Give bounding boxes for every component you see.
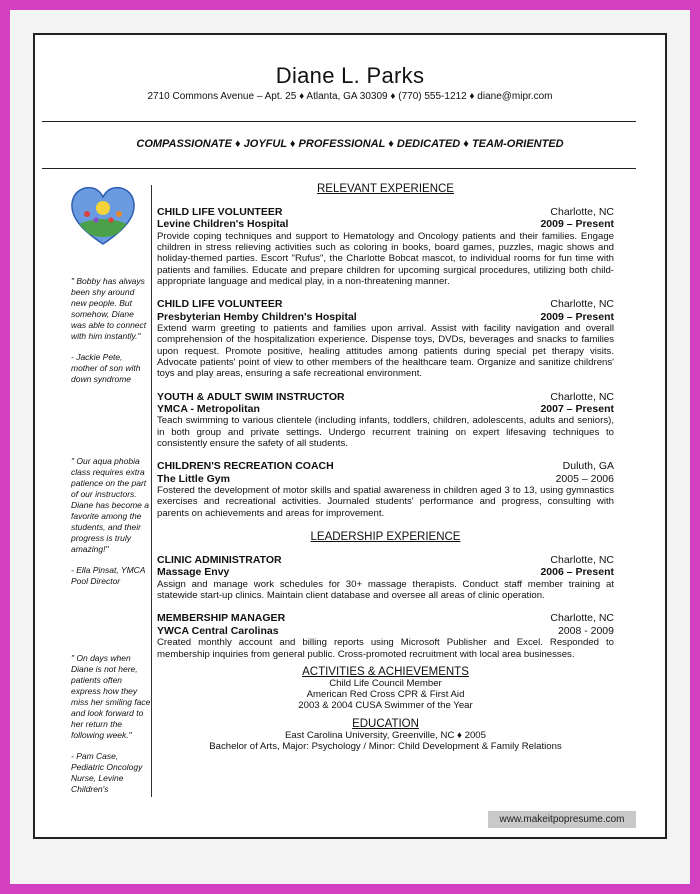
job-description: Created monthly account and billing reports using Microsoft Publisher and Excel. Responded to membership inquiries from general public. Cross-promoted recruitment with local area businesses. xyxy=(157,637,614,660)
job-org: Presbyterian Hemby Children's Hospital xyxy=(157,310,357,323)
testimonial-1 xyxy=(71,276,151,385)
job-title: YOUTH & ADULT SWIM INSTRUCTOR xyxy=(157,390,345,403)
job-location: Charlotte, NC xyxy=(550,554,614,566)
job-description: Fostered the development of motor skills and spatial awareness in children aged 3 to 13, using gymnastics exercises and recreational activities. Journaled students' performance and progress, consulting with parents on achievements and areas for improvement. xyxy=(157,485,614,519)
testimonial-author: - Jackie Pete, mother of son with down syndrome xyxy=(71,352,141,384)
leadership-heading: LEADERSHIP EXPERIENCE xyxy=(310,531,461,543)
job-title: CHILDREN'S RECREATION COACH xyxy=(157,460,334,473)
list-item: East Carolina University, Greenville, NC ♦ 2005 xyxy=(285,729,486,741)
job-dates: 2007 – Present xyxy=(540,403,614,415)
list-item: American Red Cross CPR & First Aid xyxy=(306,689,465,701)
job-entry xyxy=(157,391,614,450)
testimonial-quote: " On days when Diane is not here, patients often express how they miss her smiling face and look forward to her return the following week." xyxy=(71,653,151,740)
job-description: Assign and manage work schedules for 30+ massage therapists. Conduct staff member training at statewide start-up clinics. Maintain client database and oversee all areas of clinic operation. xyxy=(157,578,614,602)
heart-logo-icon xyxy=(69,184,137,248)
job-title: CHILD LIFE VOLUNTEER xyxy=(157,206,283,218)
job-dates: 2008 - 2009 xyxy=(557,624,614,637)
job-org: Massage Envy xyxy=(157,566,230,579)
testimonial-author: - Ella Pinsat, YMCA Pool Director xyxy=(71,565,146,586)
testimonial-quote: " Bobby has always been shy around new people. But somehow, Diane was able to connect with him instantly." xyxy=(71,276,147,341)
education-heading: EDUCATION xyxy=(352,717,419,730)
job-entry xyxy=(157,298,614,379)
applicant-name: Diane L. Parks xyxy=(275,63,425,88)
testimonial-3 xyxy=(71,653,151,795)
job-description: Extend warm greeting to patients and families upon arrival. Assist with facility navigation and overall comprehension of the hospitalization experience. Dispense toys, DVDs, beverages and snacks to families upon request. Promote positive, healing attitudes among patients during special pet therapy visits. Advocate patients' point of view to other members of the healthcare team. Organize and sanitize childrens' toys and play areas, ensuring a safe recreational environment. xyxy=(157,323,614,380)
job-dates: 2006 – Present xyxy=(540,566,614,579)
job-location: Charlotte, NC xyxy=(550,612,614,625)
job-location: Charlotte, NC xyxy=(550,390,614,403)
job-title: MEMBERSHIP MANAGER xyxy=(157,612,286,625)
tagline: COMPASSIONATE ♦ JOYFUL ♦ PROFESSIONAL ♦ DEDICATED ♦ TEAM-ORIENTED xyxy=(136,138,564,150)
list-item: 2003 & 2004 CUSA Swimmer of the Year xyxy=(298,700,473,712)
education-list xyxy=(157,730,614,753)
job-location: Charlotte, NC xyxy=(550,298,614,311)
testimonial-2 xyxy=(71,456,151,587)
activities-list xyxy=(157,678,614,712)
job-org: YMCA - Metropolitan xyxy=(157,403,260,415)
testimonial-quote: " Our aqua phobia class requires extra patience on the part of our instructors. Diane has become a favorite among the students, and their progress is truly amazing!" xyxy=(71,456,149,554)
job-dates: 2009 – Present xyxy=(540,310,614,323)
job-description: Teach swimming to various clientele (including infants, toddlers, children, adolescents, adults and seniors), in both group and private settings. Undergo recurrent training on expert lifesaving techniques to consistently ensure the safety of all students. xyxy=(157,415,614,449)
job-org: The Little Gym xyxy=(157,472,230,485)
job-entry xyxy=(157,554,614,601)
tagline-divider xyxy=(42,168,636,169)
testimonial-author: - Pam Case, Pediatric Oncology Nurse, Levine Children's xyxy=(71,751,143,794)
main-column xyxy=(157,183,614,752)
resume-page xyxy=(33,33,667,839)
job-title: CHILD LIFE VOLUNTEER xyxy=(157,298,283,311)
job-dates: 2005 – 2006 xyxy=(555,472,614,485)
job-description: Provide coping techniques and support to Hematology and Oncology patients and their families. Engage children in stress relieving activities such as coloring in books, board games, puzzles, magic shows and holiday-themed parties. Escort "Rufus", the Charlotte Bobcat mascot, to individual rooms for fun time with patients and families. Educate and prepare children for upcoming surgical procedures, utilizing both child-appropriate language and medical play, in a non-threatening manner. xyxy=(157,230,614,287)
job-org: YWCA Central Carolinas xyxy=(157,624,279,637)
job-location: Charlotte, NC xyxy=(550,206,614,218)
job-entry xyxy=(157,206,614,287)
list-item: Child Life Council Member xyxy=(329,677,442,689)
job-dates: 2009 – Present xyxy=(540,218,614,231)
job-entry xyxy=(157,612,614,659)
experience-heading: RELEVANT EXPERIENCE xyxy=(317,183,454,195)
watermark-link[interactable]: www.makeitpopresume.com xyxy=(488,811,636,828)
job-location: Duluth, GA xyxy=(562,460,614,473)
activities-heading: ACTIVITIES & ACHIEVEMENTS xyxy=(302,665,469,678)
sidebar-divider xyxy=(151,185,152,797)
job-title: CLINIC ADMINISTRATOR xyxy=(157,554,282,566)
job-org: Levine Children's Hospital xyxy=(157,218,289,231)
header-divider xyxy=(42,121,636,122)
job-entry xyxy=(157,460,614,519)
contact-line: 2710 Commons Avenue – Apt. 25 ♦ Atlanta, GA 30309 ♦ (770) 555-1212 ♦ diane@mipr.com xyxy=(147,91,553,102)
list-item: Bachelor of Arts, Major: Psychology / Minor: Child Development & Family Relations xyxy=(209,741,562,752)
